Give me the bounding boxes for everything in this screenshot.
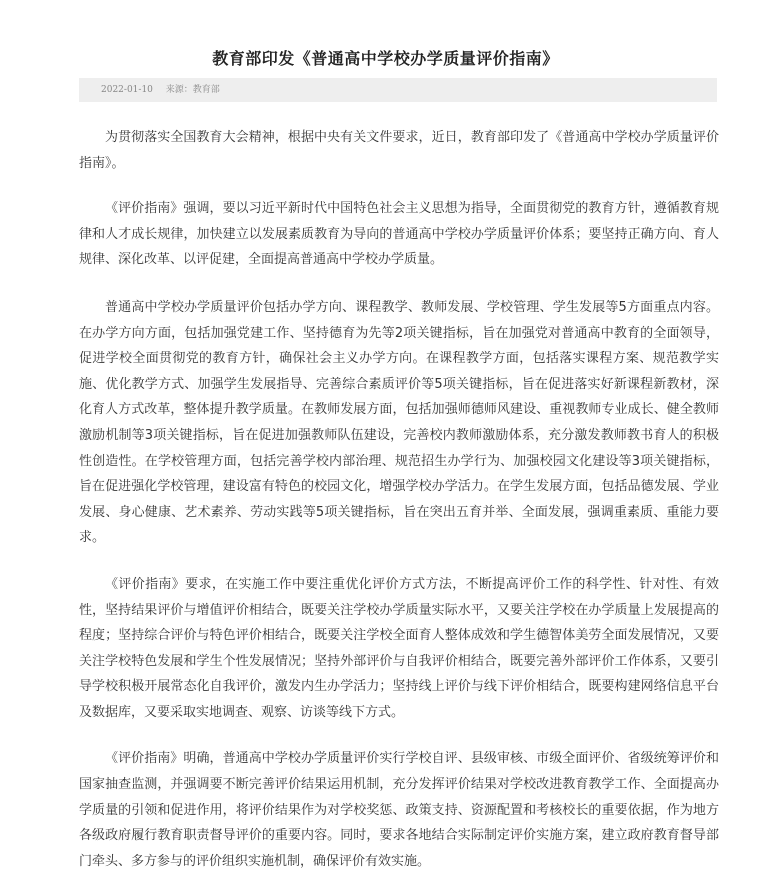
publish-date: 2022-01-10 [101,85,153,95]
paragraph-content: 普通高中学校办学质量评价包括办学方向、课程教学、教师发展、学校管理、学生发展等5方面重点内容。在办学方向方面，包括加强党建工作、坚持德育为先等2项关键指标，旨在加强党对普通高中教育的全面领导，促进学校全面贯彻党的教育方针，确保社会主义办学方向。在课程教学方面，包括落实课程方案、规范教学实施、优化教学方式、加强学生发展指导、完善综合素质评价等5项关键指标，旨在促进落实好新课程新教材，深化育人方式改革，整体提升教学质量。在教师发展方面，包括加强师德师风建设、重视教师专业成长、健全教师激励机制等3项关键指标，旨在促进加强教师队伍建设，完善校内教师激励体系，充分激发教师教书育人的积极性创造性。在学校管理方面，包括完善学校内部治理、规范招生办学行为、加强校园文化建设等3项关键指标，旨在促进强化学校管理，建设富有特色的校园文化，增强学校办学活力。在学生发展方面，包括品德发展、学业发展、身心健康、艺术素养、劳动实践等5项关键指标，旨在突出五育并举、全面发展，强调重素质、重能力要求。 [79,299,719,546]
paragraph-intro: 为贯彻落实全国教育大会精神，根据中央有关文件要求，近日，教育部印发了《普通高中学校办学质量评价指南》。 [79,130,719,171]
paragraph-emphasis: 《评价指南》强调，要以习近平新时代中国特色社会主义思想为指导，全面贯彻党的教育方针，遵循教育规律和人才成长规律，加快建立以发展素质教育为导向的普通高中学校办学质量评价体系；要坚持正确方向、育人规律、深化改革、以评促建，全面提高普通高中学校办学质量。 [79,201,719,268]
paragraph-clarification: 《评价指南》明确，普通高中学校办学质量评价实行学校自评、县级审核、市级全面评价、省级统筹评价和国家抽查监测，并强调要不断完善评价结果运用机制，充分发挥评价结果对学校改进教育教学工作、全面提高办学质量的引领和促进作用，将评价结果作为对学校奖惩、政策支持、资源配置和考核校长的重要依据，作为地方各级政府履行教育职责督导评价的重要内容。同时，要求各地结合实际制定评价实施方案，建立政府教育督导部门牵头、多方参与的评价组织实施机制，确保评价有效实施。 [79,751,719,869]
paragraph-requirements: 《评价指南》要求，在实施工作中要注重优化评价方式方法，不断提高评价工作的科学性、针对性、有效性，坚持结果评价与增值评价相结合，既要关注学校办学质量实际水平，又要关注学校在办学质量上发展提高的程度；坚持综合评价与特色评价相结合，既要关注学校全面育人整体成效和学生德智体美劳全面发展情况，又要关注学校特色发展和学生个性发展情况；坚持外部评价与自我评价相结合，既要完善外部评价工作体系，又要引导学校积极开展常态化自我评价，激发内生办学活力；坚持线上评价与线下评价相结合，既要构建网络信息平台及数据库，又要采取实地调查、观察、访谈等线下方式。 [79,576,719,720]
article-source: 来源：教育部 [165,85,220,95]
article-title: 教育部印发《普通高中学校办学质量评价指南》 [212,48,559,68]
article-meta-bar [79,78,717,102]
article-body [79,125,719,874]
